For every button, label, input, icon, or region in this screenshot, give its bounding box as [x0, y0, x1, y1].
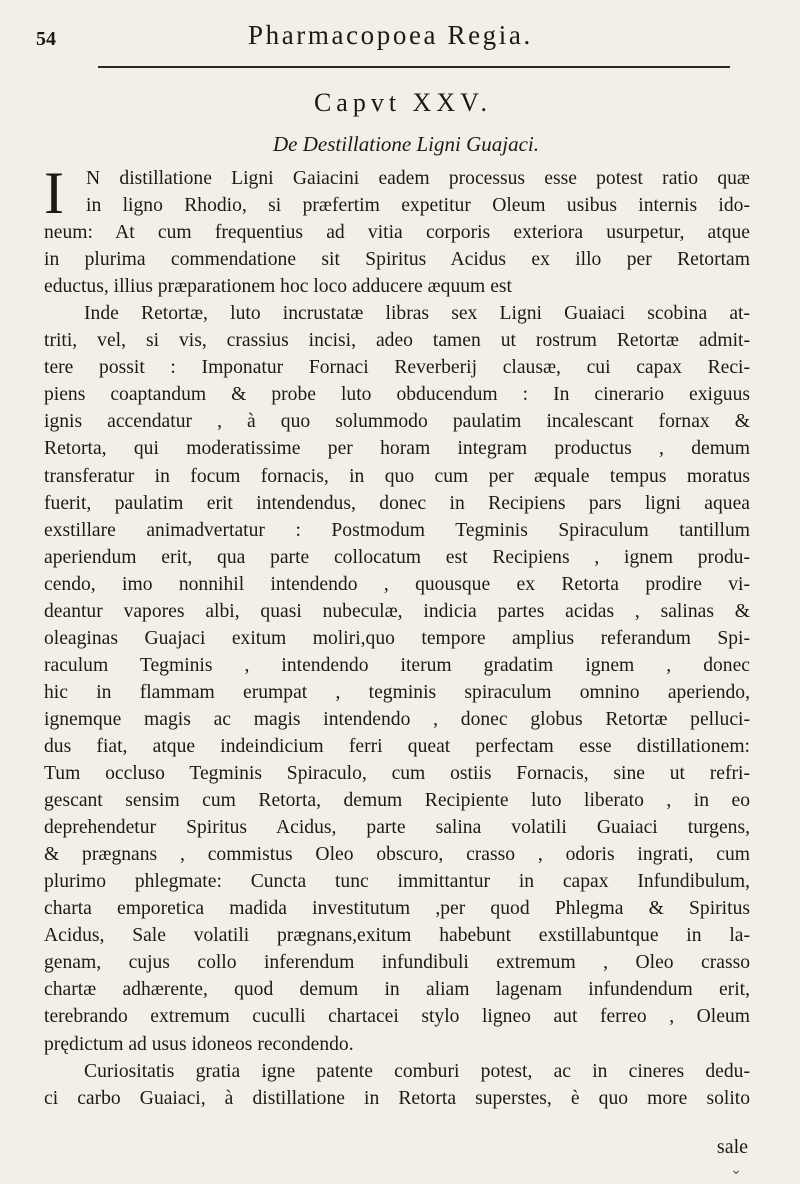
text-line: Curiositatis gratia igne patente comburi potest, ac in cineres dedu-: [84, 1060, 750, 1082]
text-line: Inde Retortæ, luto incrustatæ libras sex Ligni Guaiaci scobina at-: [84, 303, 750, 325]
drop-cap: I: [44, 160, 64, 226]
text-line: in ligno Rhodio, si præfertim expetitur Oleum usibus internis ido-: [86, 195, 750, 217]
text-line: triti, vel, si vis, crassius incisi, adeo tamen ut rostrum Retortæ admit-: [44, 330, 750, 352]
text-line: ignemque magis ac magis intendendo , donec globus Retortæ pelluci-: [44, 708, 750, 730]
text-line: chartæ adhærente, quod demum in aliam lagenam infundendum erit,: [44, 979, 750, 1001]
text-line: & prægnans , commistus Oleo obscuro, crasso , odoris ingrati, cum: [44, 844, 750, 866]
catchword: sale: [716, 1136, 748, 1158]
text-line: ci carbo Guaiaci, à distillatione in Retorta superstes, è quo more solito: [44, 1087, 750, 1109]
text-line: exstillare animadvertatur : Postmodum Tegminis Spiraculum tantillum: [44, 519, 750, 541]
text-line: neum: At cum frequentius ad vitia corporis exteriora usurpetur, atque: [44, 222, 750, 244]
text-line: tere possit : Imponatur Fornaci Reverberij clausæ, cui capax Reci-: [44, 357, 750, 379]
text-line: gescant sensim cum Retorta, demum Recipiente luto liberato , in eo: [44, 790, 750, 812]
text-line: raculum Tegminis , intendendo iterum gradatim ignem , donec: [44, 654, 750, 676]
text-line: terebrando extremum cuculli chartacei stylo ligneo aut ferreo , Oleum: [44, 1006, 750, 1028]
text-line: eductus, illius præparationem hoc loco adducere æquum est: [44, 276, 512, 298]
text-line: deantur vapores albi, quasi nubeculæ, indicia partes acidas , salinas &: [44, 600, 750, 622]
text-line: prędictum ad usus idoneos recondendo.: [44, 1033, 354, 1055]
text-line: cendo, imo nonnihil intendendo , quousque ex Retorta prodire vi-: [44, 573, 750, 595]
running-header: [36, 20, 766, 54]
chapter-subtitle: De Destillatione Ligni Guajaci.: [273, 132, 539, 156]
text-line: deprehendetur Spiritus Acidus, parte salina volatili Guaiaci turgens,: [44, 817, 750, 839]
text-line: hic in flammam erumpat , tegminis spiraculum omnino aperiendo,: [44, 681, 750, 703]
text-line: in plurima commendatione sit Spiritus Acidus ex illo per Retortam: [44, 249, 750, 271]
text-line: plurimo phlegmate: Cuncta tunc immittantur in capax Infundibulum,: [44, 871, 750, 893]
body-text: [44, 160, 750, 1112]
header-rule: [98, 66, 730, 68]
text-line: genam, cujus collo inferendum infundibuli extremum , Oleo crasso: [44, 952, 750, 974]
text-line: transferatur in focum fornacis, in quo cum per æquale tempus moratus: [44, 465, 750, 487]
text-line: aperiendum erit, qua parte collocatum est Recipiens , ignem produ-: [44, 546, 750, 568]
text-line: Acidus, Sale volatili prægnans,exitum habebunt exstillabuntque in la-: [44, 925, 750, 947]
page-number: 54: [36, 28, 56, 50]
text-line: fuerit, paulatim erit intendendus, donec in Recipiens pars ligni aquea: [44, 492, 750, 514]
text-line: dus fiat, atque indeindicium ferri queat perfectam esse distillationem:: [44, 735, 750, 757]
text-line: Tum occluso Tegminis Spiraculo, cum ostiis Fornacis, sine ut refri-: [44, 763, 750, 785]
text-line: ignis accendatur , à quo solummodo paulatim incalescant fornax &: [44, 411, 750, 433]
text-line: oleaginas Guajaci exitum moliri,quo tempore amplius referandum Spi-: [44, 627, 750, 649]
text-line: Retorta, qui moderatissime per horam integram productus , demum: [44, 438, 750, 460]
running-title: Pharmacopoea Regia.: [248, 20, 533, 50]
text-line: N distillatione Ligni Gaiacini eadem processus esse potest ratio quæ: [86, 168, 750, 189]
text-line: piens coaptandum & probe luto obducendum : In cinerario exiguus: [44, 384, 750, 406]
chapter-heading: Capvt XXV.: [313, 88, 493, 117]
signature-mark: ⌄: [730, 1163, 742, 1178]
text-line: charta emporetica madida investitutum ,per quod Phlegma & Spiritus: [44, 898, 750, 920]
